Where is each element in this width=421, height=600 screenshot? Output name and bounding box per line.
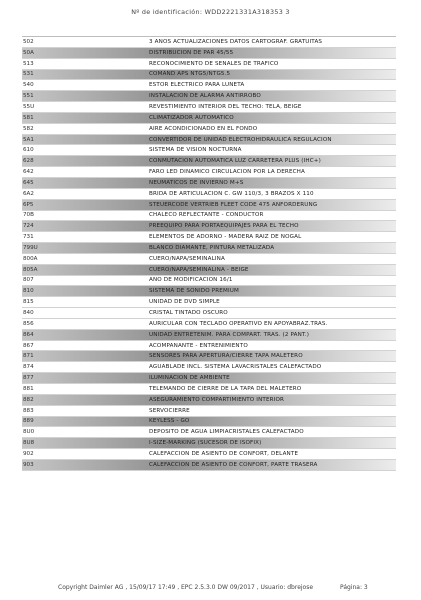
table-row bbox=[22, 395, 396, 406]
option-code: 889 bbox=[23, 418, 34, 425]
table-row bbox=[22, 297, 396, 308]
option-description: I-SIZE-MARKING (SUCESOR DE ISOFIX) bbox=[149, 440, 262, 447]
option-description: CONMUTACION AUTOMATICA LUZ CARRETERA PLUS (IHC+) bbox=[149, 158, 321, 165]
table-row bbox=[22, 232, 396, 243]
option-code: 540 bbox=[23, 82, 34, 89]
table-row bbox=[22, 113, 396, 124]
table-row bbox=[22, 460, 396, 471]
table-row bbox=[22, 384, 396, 395]
table-row bbox=[22, 124, 396, 135]
table-row bbox=[22, 265, 396, 276]
table-row bbox=[22, 59, 396, 70]
table-row bbox=[22, 178, 396, 189]
table-row bbox=[22, 406, 396, 417]
table-row bbox=[22, 438, 396, 449]
option-code: 8U8 bbox=[23, 440, 35, 447]
table-row bbox=[22, 373, 396, 384]
option-code: 807 bbox=[23, 277, 34, 284]
option-description: CLIMATIZADOR AUTOMATICO bbox=[149, 114, 234, 121]
option-description: CHALECO REFLECTANTE - CONDUCTOR bbox=[149, 212, 264, 219]
option-code: 6A2 bbox=[23, 190, 34, 197]
option-code: 877 bbox=[23, 375, 34, 382]
option-description: DEPOSITO DE AGUA LIMPIACRISTALES CALEFACTADO bbox=[149, 429, 304, 436]
option-description: FARO LED DINAMICO CIRCULACION POR LA DERECHA bbox=[149, 169, 306, 176]
option-code: 815 bbox=[23, 299, 34, 306]
option-description: KEYLESS - GO bbox=[149, 418, 190, 425]
option-description: CUERO/NAPA/SEMINALINA - BEIGE bbox=[149, 266, 249, 273]
option-code: 55U bbox=[23, 103, 35, 110]
option-description: SISTEMA DE SONIDO PREMIUM bbox=[149, 288, 239, 295]
option-description: RECONOCIMIENTO DE SEÑALES DE TRAFICO bbox=[149, 60, 279, 67]
option-description: UNIDAD ENTRETENIM. PARA COMPART. TRAS. (2 PANT.) bbox=[149, 331, 310, 338]
option-code: 642 bbox=[23, 169, 34, 176]
table-row bbox=[22, 211, 396, 222]
option-code: 800A bbox=[23, 255, 38, 262]
option-code: 628 bbox=[23, 158, 34, 165]
option-code: 724 bbox=[23, 223, 34, 230]
option-code: 867 bbox=[23, 342, 34, 349]
table-row bbox=[22, 80, 396, 91]
table-row bbox=[22, 330, 396, 341]
option-description: AIRE ACONDICIONADO EN EL FONDO bbox=[149, 125, 258, 132]
table-row bbox=[22, 286, 396, 297]
table-row bbox=[22, 102, 396, 113]
option-description: 3 AÑOS ACTUALIZACIONES DATOS CARTOGRAF. GRATUITAS bbox=[149, 38, 323, 45]
option-description: ASEGURAMIENTO COMPARTIMIENTO INTERIOR bbox=[149, 396, 285, 403]
option-code: 531 bbox=[23, 71, 34, 78]
option-description: ILUMINACION DE AMBIENTE bbox=[149, 375, 230, 382]
option-description: AÑO DE MODIFICACION 16/1 bbox=[149, 277, 233, 284]
equipment-codes-table bbox=[22, 36, 396, 471]
table-row bbox=[22, 221, 396, 232]
option-code: 874 bbox=[23, 364, 34, 371]
option-description: CONVERTIDOR DE UNIDAD ELECTROHIDRAULICA REGULACION bbox=[149, 136, 332, 143]
option-code: 70B bbox=[23, 212, 34, 219]
table-row bbox=[22, 145, 396, 156]
option-code: 805A bbox=[23, 266, 38, 273]
option-code: 902 bbox=[23, 450, 34, 457]
option-description: CALEFACCION DE ASIENTO DE CONFORT, PARTE TRASERA bbox=[149, 461, 318, 468]
option-code: 864 bbox=[23, 331, 34, 338]
option-code: 883 bbox=[23, 407, 34, 414]
option-description: INSTALACION DE ALARMA ANTIRROBO bbox=[149, 93, 261, 100]
option-description: STEUERCODE VERTRIEB FLEET CODE 475 ANFORDERUNG bbox=[149, 201, 318, 208]
option-description: UNIDAD DE DVD SIMPLE bbox=[149, 299, 220, 306]
option-code: 840 bbox=[23, 310, 34, 317]
option-code: 502 bbox=[23, 38, 34, 45]
option-code: 551 bbox=[23, 93, 34, 100]
table-row bbox=[22, 156, 396, 167]
option-code: 581 bbox=[23, 114, 34, 121]
option-description: COMAND APS NTG5/NTG5.5 bbox=[149, 71, 231, 78]
option-code: 6P5 bbox=[23, 201, 34, 208]
option-code: 610 bbox=[23, 147, 34, 154]
option-description: NEUMATICOS DE INVIERNO M+S bbox=[149, 179, 244, 186]
option-code: 882 bbox=[23, 396, 34, 403]
table-row bbox=[22, 200, 396, 211]
option-description: PREEQUIPO PARA PORTAEQUIPAJES PARA EL TECHO bbox=[149, 223, 299, 230]
table-row bbox=[22, 91, 396, 102]
table-row bbox=[22, 308, 396, 319]
table-row bbox=[22, 189, 396, 200]
option-description: AURICULAR CON TECLADO OPERATIVO EN APOYABRAZ.TRAS. bbox=[149, 320, 328, 327]
option-description: TELEMANDO DE CIERRE DE LA TAPA DEL MALETERO bbox=[149, 385, 302, 392]
option-code: 810 bbox=[23, 288, 34, 295]
table-row bbox=[22, 243, 396, 254]
table-row bbox=[22, 417, 396, 428]
option-code: 881 bbox=[23, 385, 34, 392]
table-row bbox=[22, 362, 396, 373]
option-code: 582 bbox=[23, 125, 34, 132]
option-description: CRISTAL TINTADO OSCURO bbox=[149, 310, 228, 317]
table-row bbox=[22, 70, 396, 81]
page-number: Página: 3 bbox=[340, 584, 368, 591]
option-description: SERVOCIERRE bbox=[149, 407, 190, 414]
option-code: 8U0 bbox=[23, 429, 35, 436]
option-code: 871 bbox=[23, 353, 34, 360]
option-code: 645 bbox=[23, 179, 34, 186]
table-row bbox=[22, 341, 396, 352]
option-code: 799U bbox=[23, 244, 38, 251]
table-row bbox=[22, 135, 396, 146]
identification-header: Nº de identificación: WDD2221331A318353 3 bbox=[131, 8, 290, 16]
option-description: CUERO/NAPA/SEMINALINA bbox=[149, 255, 225, 262]
option-code: 5A1 bbox=[23, 136, 34, 143]
table-row bbox=[22, 48, 396, 59]
option-description: ACOMPAÑANTE - ENTRENIMIENTO bbox=[149, 342, 248, 349]
option-description: AGUABLADE INCL. SISTEMA LAVACRISTALES CALEFACTADO bbox=[149, 364, 322, 371]
copyright-text: Copyright Daimler AG , 15/09/17 17:49 , EPC 2.5.3.0 DW 09/2017 , Usuario: dbrejose bbox=[58, 584, 314, 591]
option-description: BRIDA DE ARTICULACION C. GW 110/3, 3 BRAZOS X 110 bbox=[149, 190, 314, 197]
option-description: ESTOR ELECTRICO PARA LUNETA bbox=[149, 82, 245, 89]
table-row bbox=[22, 167, 396, 178]
option-code: 513 bbox=[23, 60, 34, 67]
option-description: SENSORES PARA APERTURA/CIERRE TAPA MALETERO bbox=[149, 353, 303, 360]
option-description: ELEMENTOS DE ADORNO - MADERA RAIZ DE NOGAL bbox=[149, 234, 302, 241]
option-code: 731 bbox=[23, 234, 34, 241]
table-row bbox=[22, 449, 396, 460]
table-row bbox=[22, 427, 396, 438]
option-description: CALEFACCION DE ASIENTO DE CONFORT, DELANTE bbox=[149, 450, 299, 457]
table-row bbox=[22, 319, 396, 330]
option-code: 856 bbox=[23, 320, 34, 327]
option-description: SISTEMA DE VISION NOCTURNA bbox=[149, 147, 242, 154]
table-row bbox=[22, 351, 396, 362]
table-row bbox=[22, 276, 396, 287]
option-code: 903 bbox=[23, 461, 34, 468]
table-row bbox=[22, 37, 396, 48]
option-code: 50A bbox=[23, 49, 34, 56]
table-row bbox=[22, 254, 396, 265]
option-description: DISTRIBUCION DE PAR 45/55 bbox=[149, 49, 234, 56]
option-description: BLANCO DIAMANTE, PINTURA METALIZADA bbox=[149, 244, 275, 251]
option-description: REVESTIMIENTO INTERIOR DEL TECHO: TELA, BEIGE bbox=[149, 103, 302, 110]
